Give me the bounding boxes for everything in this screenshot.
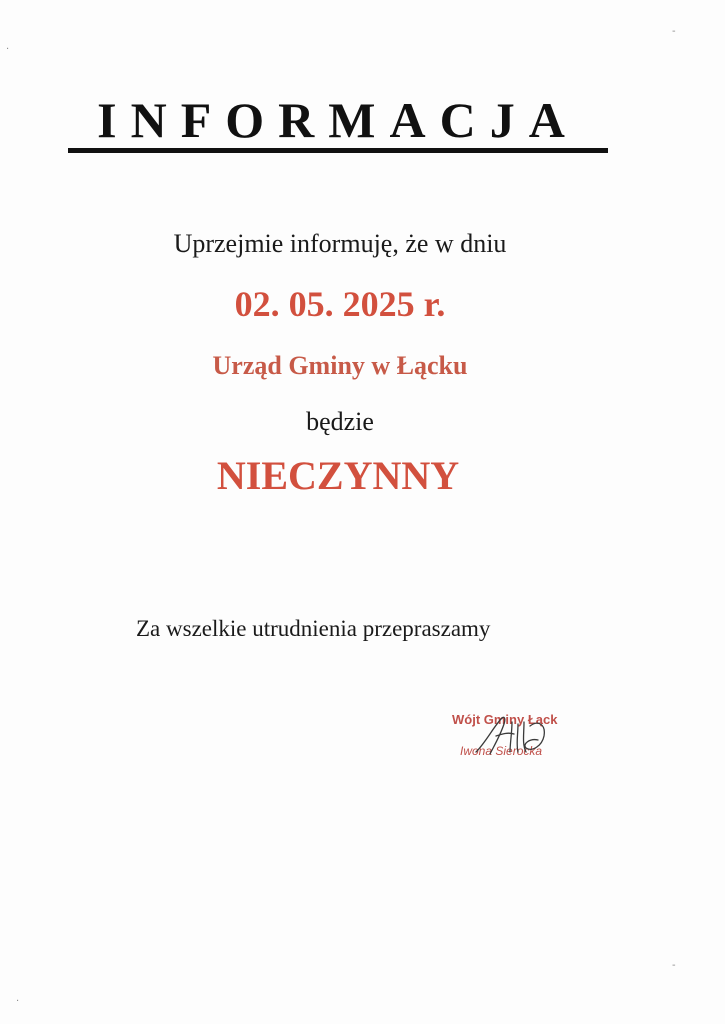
document-heading: INFORMACJA bbox=[97, 92, 579, 148]
stamp-name: Iwona Sierocka bbox=[460, 744, 543, 758]
scan-speck: · bbox=[6, 44, 10, 55]
stamp-title: Wójt Gminy Łąck bbox=[452, 712, 558, 727]
closure-date: 02. 05. 2025 r. bbox=[234, 284, 446, 324]
scan-speck: - bbox=[672, 960, 676, 971]
handwritten-signature bbox=[468, 712, 558, 760]
closed-status: NIECZYNNY bbox=[216, 453, 460, 498]
intro-text: Uprzejmie informuję, że w dniu bbox=[173, 229, 507, 258]
office-name: Urząd Gminy w Łącku bbox=[212, 351, 468, 380]
apology-text: Za wszelkie utrudnienia przepraszamy bbox=[136, 616, 491, 641]
scan-speck: - bbox=[672, 26, 676, 37]
heading-underline bbox=[68, 148, 608, 153]
scan-speck: · bbox=[16, 996, 20, 1007]
official-stamp bbox=[446, 708, 576, 768]
will-be-text: będzie bbox=[306, 407, 374, 436]
